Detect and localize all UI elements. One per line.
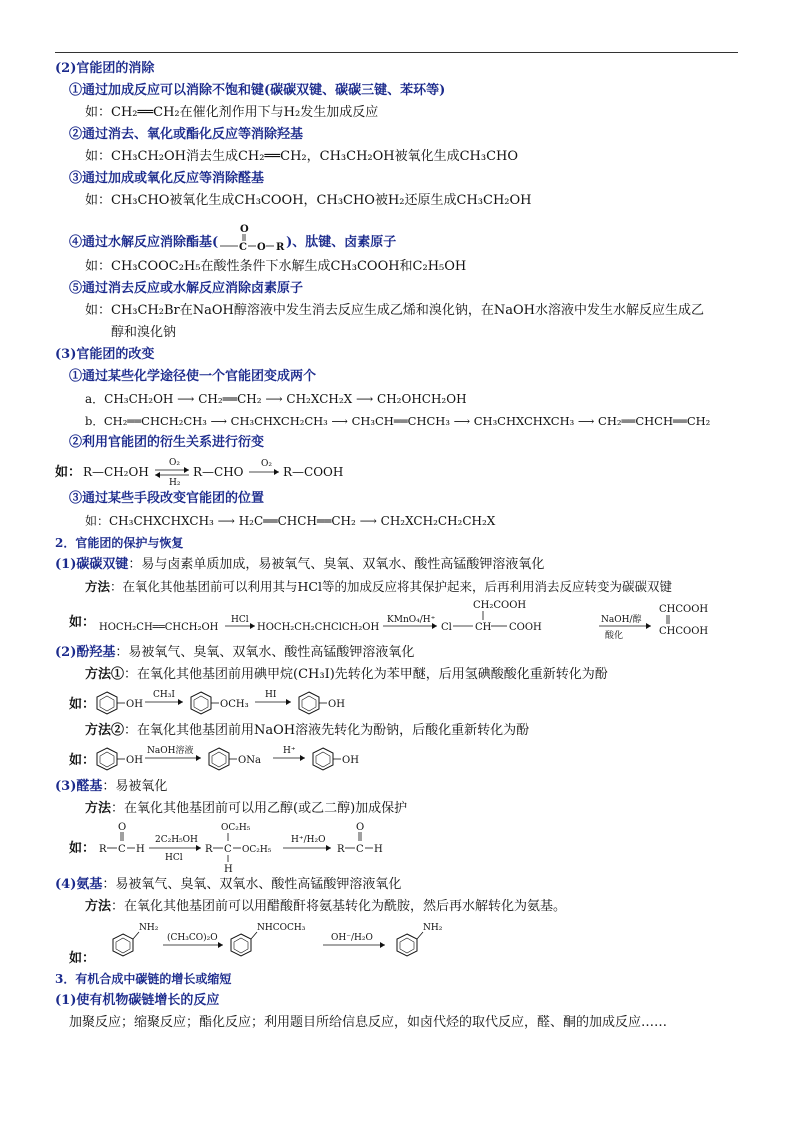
sec2-item-4 <box>55 212 740 256</box>
method-label: 方法 <box>85 899 112 914</box>
oh-group: OH <box>328 699 345 710</box>
sec2-example-5a: 如：CH₃CH₂Br在NaOH醇溶液中发生消去反应生成乙烯和溴化钠，在NaOH水溶液中发生水解反应生成乙 <box>85 303 704 318</box>
product-r: R <box>337 844 345 855</box>
method-text: ：在氧化其他基团前可以用醋酸酐将氨基转化为酰胺，然后再水解转化为氨基。 <box>111 899 567 914</box>
sec2-item-5: ⑤通过消去反应或水解反应消除卤素原子 <box>69 281 304 296</box>
part2-s1-method <box>55 576 740 598</box>
och3-group: OCH₃ <box>220 699 249 710</box>
ester-group-structure <box>218 222 286 252</box>
oh-group: OH <box>126 699 143 710</box>
sec3-route-a: a．CH₃CH₂OH ⟶ CH₂══CH₂ ⟶ CH₂XCH₂X ⟶ CH₂OHCH₂OH <box>85 392 467 406</box>
nh2-group: NH₂ <box>139 923 159 933</box>
sec3-route-b: b．CH₂══CHCH₂CH₃ ⟶ CH₃CHXCH₂CH₃ ⟶ CH₃CH══CHCH₃ ⟶ CH₃CHXCHXCH₃ ⟶ CH₂══CHCH══CH₂ <box>85 414 711 428</box>
h2-label: H₂ <box>169 478 181 488</box>
amine-protection-scheme <box>55 918 475 968</box>
reagent-base-hydrolysis: OH⁻/H₂O <box>331 933 373 943</box>
reagent-hydrolysis: H⁺/H₂O <box>291 835 326 845</box>
part2-s2-line <box>55 642 740 664</box>
ch2cooh-top: CH₂COOH <box>473 600 527 611</box>
product-o: O <box>356 822 365 833</box>
part2-s3-head: (3)醛基 <box>55 779 103 794</box>
sec3-title: (3)官能团的改变 <box>55 347 155 362</box>
product-h: H <box>374 844 383 855</box>
chloro-diol: HOCH₂CH₂CHClCH₂OH <box>257 622 380 633</box>
part2-s2-example-2 <box>55 742 740 776</box>
method-text: ：在氧化其他基团前可以利用其与HCl等的加成反应将其保护起来，后再利用消去反应转变为碳碳双键 <box>110 579 672 594</box>
part2-s2-method-2 <box>55 720 740 742</box>
r-ch2oh: R—CH₂OH <box>83 465 149 479</box>
o2-label-2: O₂ <box>261 459 272 469</box>
ester-r: R <box>276 242 285 252</box>
reagent-naoh-alcohol: NaOH/醇 <box>601 615 642 625</box>
part2-s2-text: ：易被氧气、臭氧、双氧水、酸性高锰酸钾溶液氧化 <box>115 645 415 660</box>
product-top: CHCOOH <box>659 604 709 615</box>
sec3-item-2: ②利用官能团的衍生关系进行衍变 <box>69 435 265 450</box>
reagent-acidify: 酸化 <box>605 631 624 641</box>
sec2-example-1: 如：CH₂══CH₂在催化剂作用下与H₂发生加成反应 <box>85 105 379 120</box>
nh2-group: NH₂ <box>423 923 443 933</box>
acetal-r: R <box>205 844 213 855</box>
part2-s2-example-1 <box>55 686 740 720</box>
part2-s2-head: (2)酚羟基 <box>55 645 116 660</box>
oh-group: OH <box>126 755 143 766</box>
double-bond-protection-scheme <box>55 598 715 642</box>
cl-atom: Cl <box>441 622 452 633</box>
part2-s1-example <box>55 598 740 642</box>
method-1-text: ：在氧化其他基团前用碘甲烷(CH₃I)先转化为苯甲醚，后用氢碘酸酸化重新转化为酚 <box>124 667 608 682</box>
part2-s4-line <box>55 874 740 896</box>
part2-s4-head: (4)氨基 <box>55 877 103 892</box>
reagent-naoh: NaOH溶液 <box>147 746 194 756</box>
example-label: 如： <box>69 697 96 712</box>
part2-title: 2．官能团的保护与恢复 <box>55 536 184 550</box>
sec2-title: (2)官能团的消除 <box>55 61 155 76</box>
sec3-example-2 <box>55 454 740 488</box>
reagent-kmno4: KMnO₄/H⁺ <box>387 615 436 625</box>
butenediol: HOCH₂CH══CHCH₂OH <box>99 622 219 633</box>
reagent-hi: HI <box>265 690 277 700</box>
aldehyde-r: R <box>99 844 107 855</box>
part2-s1-text: ：易与卤素单质加成，易被氧气、臭氧、双氧水、酸性高锰酸钾溶液氧化 <box>128 557 545 572</box>
sec2-item-1: ①通过加成反应可以消除不饱和键(碳碳双键、碳碳三键、苯环等) <box>69 83 446 98</box>
aldehyde-h: H <box>136 844 145 855</box>
reagent-ch3i: CH₃I <box>153 690 175 700</box>
r-cho: R—CHO <box>193 465 244 479</box>
ch-atom: CH <box>475 622 492 633</box>
product-bottom: CHCOOH <box>659 626 709 637</box>
sec2-example-2: 如：CH₃CH₂OH消去生成CH₂══CH₂，CH₃CH₂OH被氧化生成CH₃CHO <box>85 149 519 164</box>
ester-carbonyl-o: O <box>240 224 249 235</box>
method-1-label: 方法① <box>85 667 125 682</box>
method-text: ：在氧化其他基团前可以用乙醇(或乙二醇)加成保护 <box>111 801 408 816</box>
sec2-example-3: 如：CH₃CHO被氧化生成CH₃COOH，CH₃CHO被H₂还原生成CH₃CH₂OH <box>85 193 532 208</box>
r-cooh: R—COOH <box>283 465 344 479</box>
part2-s3-method <box>55 798 740 820</box>
acetal-c: C <box>224 844 232 855</box>
example-label: 如： <box>69 951 96 966</box>
nhcoch3-group: NHCOCH₃ <box>257 923 306 933</box>
o2-label-1: O₂ <box>169 458 180 468</box>
sec2-example-5b: 醇和溴化钠 <box>111 325 177 340</box>
reagent-anhydride: (CH₃CO)₂O <box>167 933 218 943</box>
part2-s4-method <box>55 896 740 918</box>
sec3-item-1: ①通过某些化学途径使一个官能团变成两个 <box>69 369 317 384</box>
example-label: 如： <box>69 615 96 630</box>
sec2-example-4: 如：CH₃COOC₂H₅在酸性条件下水解生成CH₃COOH和C₂H₅OH <box>85 259 467 274</box>
cooh-group: COOH <box>509 622 542 633</box>
ona-group: ONa <box>238 755 261 766</box>
acetal-oc2h5-top: OC₂H₅ <box>221 823 251 833</box>
ester-oxygen: O <box>257 242 266 252</box>
sec2-item-3: ③通过加成或氧化反应等消除醛基 <box>69 171 265 186</box>
part2-s2-method-1 <box>55 664 740 686</box>
method-label: 方法 <box>85 579 111 594</box>
example-label: 如： <box>55 465 82 480</box>
part2-s1-head: (1)碳碳双键 <box>55 557 129 572</box>
phenoxide-scheme <box>55 742 435 776</box>
sec3-example-3: 如：CH₃CHXCHXCH₃ ⟶ H₂C══CHCH══CH₂ ⟶ CH₂XCH₂CH₂CH₂X <box>85 514 496 528</box>
method-label: 方法 <box>85 801 112 816</box>
header-rule <box>55 52 738 53</box>
sec2-item-2: ②通过消去、氧化或酯化反应等消除羟基 <box>69 127 304 142</box>
part3-text: 加聚反应；缩聚反应；酯化反应；利用题目所给信息反应，如卤代烃的取代反应，醛、酮的加成反应…… <box>69 1015 668 1030</box>
reagent-hcl: HCl <box>165 853 183 863</box>
reagent-hcl: HCl <box>231 615 249 625</box>
part3-title: 3．有机合成中碳链的增长或缩短 <box>55 972 232 986</box>
part2-s4-text: ：易被氧气、臭氧、双氧水、酸性高锰酸钾溶液氧化 <box>102 877 402 892</box>
acetal-protection-scheme <box>55 820 455 874</box>
reagent-h-plus: H⁺ <box>283 746 296 756</box>
reagent-ethanol: 2C₂H₅OH <box>155 835 198 845</box>
sec2-item-4-post: )、肽键、卤素原子 <box>286 235 397 250</box>
acetal-h: H <box>224 864 233 874</box>
sec3-item-3: ③通过某些手段改变官能团的位置 <box>69 491 265 506</box>
phenol-methylation-scheme <box>55 686 435 720</box>
aldehyde-o: O <box>118 822 127 833</box>
method-2-label: 方法② <box>85 723 125 738</box>
acetal-oc2h5-right: OC₂H₅ <box>242 845 272 855</box>
part2-s3-line <box>55 776 740 798</box>
example-label: 如： <box>69 753 96 768</box>
oh-group: OH <box>342 755 359 766</box>
method-2-text: ：在氧化其他基团前用NaOH溶液先转化为酚钠，后酸化重新转化为酚 <box>124 723 530 738</box>
part2-s3-text: ：易被氧化 <box>102 779 168 794</box>
product-c: C <box>356 844 364 855</box>
part3-s1: (1)使有机物碳链增长的反应 <box>55 993 220 1008</box>
document-page <box>55 58 740 1034</box>
sec2-item-4-pre: ④通过水解反应消除酯基( <box>69 235 219 250</box>
aldehyde-c: C <box>118 844 126 855</box>
aldehyde-derivation-scheme <box>55 454 415 488</box>
part2-s3-example <box>55 820 740 874</box>
part2-s4-example <box>55 918 740 968</box>
ester-carbon: C <box>239 242 248 252</box>
part2-s1-line <box>55 554 740 576</box>
example-label: 如： <box>69 841 96 856</box>
